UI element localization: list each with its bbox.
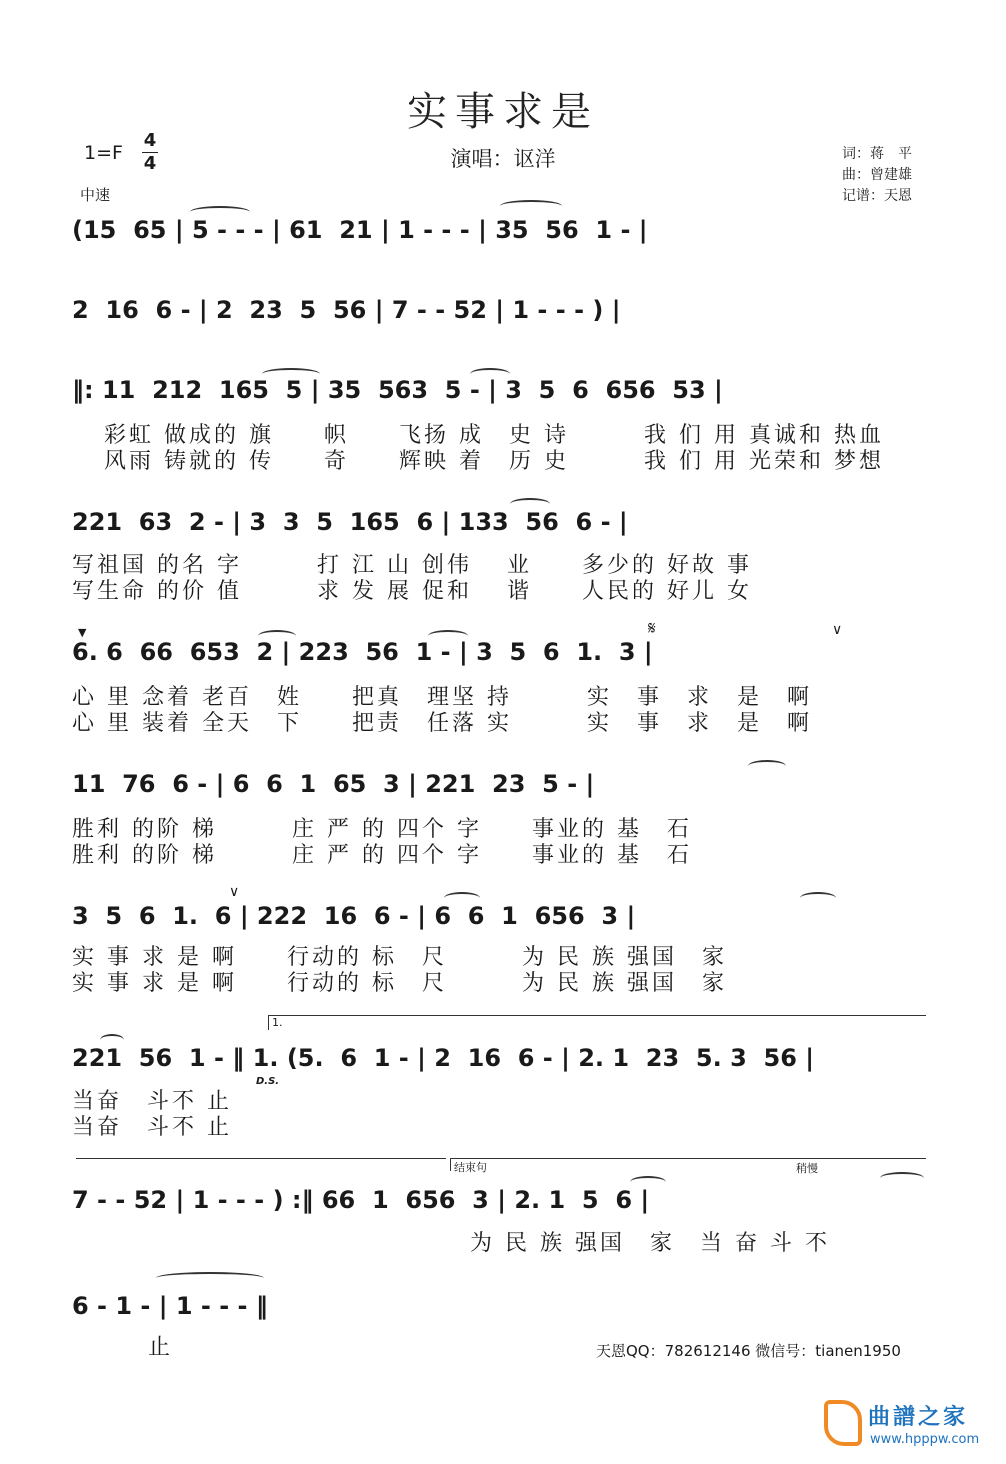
slur — [630, 1176, 666, 1188]
lyric-verse-2: 当奋 斗不 止 — [72, 1115, 232, 1140]
notes-row-9: 7 - - 52 | 1 - - - ) :‖ 66 1 656 3 | 2. 1 5 6 | — [72, 1186, 650, 1214]
score-row-10 — [72, 1292, 932, 1320]
tempo-marking: 中速 — [80, 186, 111, 204]
lyric-verse-1: 止 — [148, 1335, 174, 1360]
lyric-verse-2: 胜利 的阶 梯 庄 严 的 四个 字 事业的 基 石 — [72, 843, 692, 868]
notes-row-2: 2 16 6 - | 2 23 5 56 | 7 - - 52 | 1 - - - ) | — [72, 296, 621, 324]
slur — [800, 892, 836, 904]
logo-url: www.hpppw.com — [870, 1432, 980, 1447]
lyric-verse-2: 实 事 求 是 啊 行动的 标 尺 为 民 族 强国 家 — [72, 971, 727, 996]
notes-row-6: 11 76 6 - | 6 6 1 65 3 | 221 23 5 - | — [72, 770, 595, 798]
lyric-verse-1: 写祖国 的名 字 打 江 山 创伟 业 多少的 好故 事 — [72, 553, 752, 578]
slur — [156, 1272, 264, 1284]
credits-block — [842, 144, 912, 207]
score-row-5 — [72, 638, 932, 666]
meter-top: 4 — [143, 130, 157, 151]
slur — [470, 368, 510, 380]
notes-row-7: 3 5 6 1. 6 | 222 16 6 - | 6 6 1 656 3 | — [72, 902, 636, 930]
lyric-verse-1: 为 民 族 强国 家 当 奋 斗 不 — [470, 1231, 830, 1256]
ending-line — [76, 1158, 446, 1159]
score-row-9 — [72, 1186, 932, 1214]
accent-mark: ▼ — [78, 626, 87, 639]
meter-bottom: 4 — [143, 153, 157, 174]
singer-credit: 演唱：讴洋 — [450, 147, 556, 171]
first-ending-bracket — [268, 1015, 926, 1030]
logo-text: 曲譜之家 — [868, 1405, 969, 1430]
score-row-8 — [72, 1044, 932, 1072]
lyric-verse-2: 心 里 装着 全天 下 把责 任落 实 实 事 求 是 啊 — [72, 711, 812, 736]
contact-footer: 天恩QQ：782612146 微信号：tianen1950 — [596, 1342, 901, 1360]
key-signature: 1=F — [84, 142, 123, 164]
volta-label: 1. — [272, 1016, 283, 1029]
notes-row-10: 6 - 1 - | 1 - - - ‖ — [72, 1292, 268, 1320]
score-row-7 — [72, 902, 932, 930]
slur — [748, 760, 786, 772]
lyricist-credit: 词：蒋 平 — [842, 146, 912, 162]
notes-row-4: 221 63 2 - | 3 3 5 165 6 | 133 56 6 - | — [72, 508, 628, 536]
slur — [100, 1034, 124, 1046]
transcriber-credit: 记谱：天恩 — [842, 188, 912, 204]
lyric-verse-1: 心 里 念着 老百 姓 把真 理坚 持 实 事 求 是 啊 — [72, 685, 812, 710]
site-logo[interactable] — [820, 1398, 1000, 1458]
breath-mark: ∨ — [229, 884, 240, 900]
lyric-verse-1: 彩虹 做成的 旗 帜 飞扬 成 史 诗 我 们 用 真诚和 热血 — [104, 423, 884, 448]
score-row-4 — [72, 508, 932, 536]
lyric-verse-2: 写生命 的价 值 求 发 展 促和 谐 人民的 好儿 女 — [72, 579, 752, 604]
slur — [190, 206, 250, 218]
score-row-2 — [72, 296, 932, 324]
tempo-change: 稍慢 — [796, 1162, 818, 1175]
ds-mark: D.S. — [256, 1076, 280, 1087]
slur — [880, 1172, 924, 1184]
notes-row-3: ‖: 11 212 165 5 | 35 563 5 - | 3 5 6 656 53 | — [72, 376, 723, 404]
score-title: 实事求是 — [407, 89, 599, 135]
segno-sign: 𝄋 — [648, 618, 656, 639]
lyric-verse-1: 胜利 的阶 梯 庄 严 的 四个 字 事业的 基 石 — [72, 817, 692, 842]
logo-mark-icon — [824, 1400, 862, 1446]
ending-bracket — [450, 1158, 926, 1174]
slur — [500, 200, 562, 212]
slur — [428, 630, 468, 642]
ending-label: 结束句 — [454, 1161, 487, 1174]
slur — [262, 368, 320, 380]
slur — [444, 892, 480, 904]
notes-row-1: (15 65 | 5 - - - | 61 21 | 1 - - - | 35 56 1 - | — [72, 216, 648, 244]
slur — [258, 630, 296, 642]
breath-mark: ∨ — [832, 622, 843, 638]
lyric-verse-1: 当奋 斗不 止 — [72, 1089, 232, 1114]
notes-row-8: 221 56 1 - ‖ 1. (5. 6 1 - | 2 16 6 - | 2. 1 23 5. 3 56 | — [72, 1044, 815, 1072]
slur — [510, 498, 550, 510]
score-row-1 — [72, 216, 932, 244]
lyric-verse-2: 风雨 铸就的 传 奇 辉映 着 历 史 我 们 用 光荣和 梦想 — [104, 449, 884, 474]
score-row-6 — [72, 770, 932, 798]
score-row-3 — [72, 376, 932, 404]
notes-row-5: 6. 6 66 653 2 | 223 56 1 - | 3 5 6 1. 3 | — [72, 638, 653, 666]
lyric-verse-1: 实 事 求 是 啊 行动的 标 尺 为 民 族 强国 家 — [72, 945, 727, 970]
composer-credit: 曲：曾建雄 — [842, 167, 912, 183]
